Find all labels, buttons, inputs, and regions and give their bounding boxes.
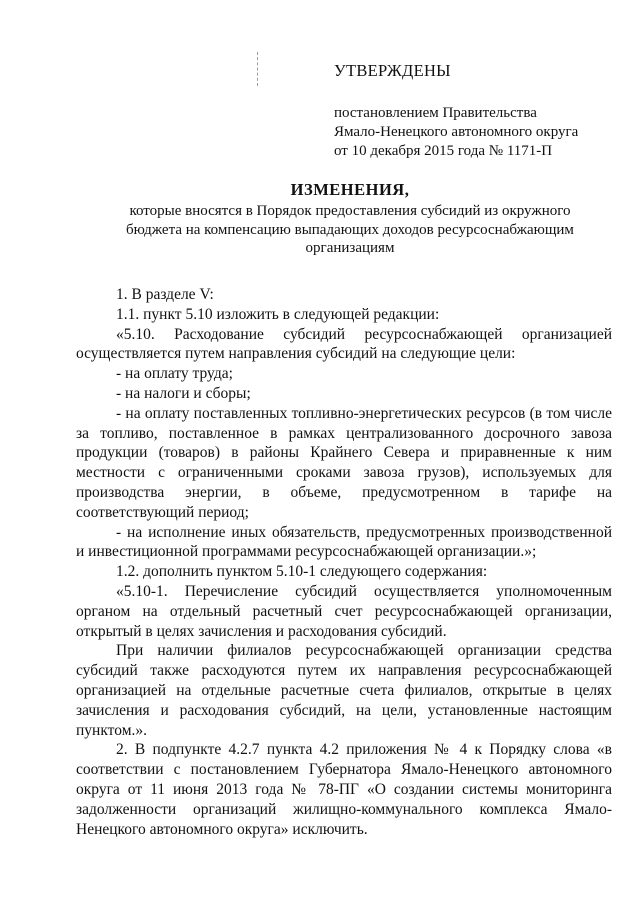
paragraph: - на налоги и сборы; (116, 384, 251, 402)
paragraph: - на оплату труда; (116, 365, 233, 383)
paragraph: - на исполнение иных обязательств, предусмотренных производственной и инвестиционной программами ресурсоснабжающей организации.»; (76, 523, 612, 561)
heading-subtitle-line: которые вносятся в Порядок предоставления субсидий из окружного (129, 203, 571, 219)
approval-block (334, 60, 578, 161)
paragraph: При наличии филиалов ресурсоснабжающей организации средства субсидий также расходуются путем их направления ресурсоснабжающей организацией на отдельные расчетные счета филиалов, открытые в целях зачисления и расходования субсидий, на цели, установленные настоящим пунктом.». (76, 642, 612, 739)
document-body (76, 285, 612, 839)
approval-title: УТВЕРЖДЕНЫ (334, 61, 451, 80)
paragraph: - на оплату поставленных топливно-энергетических ресурсов (в том числе за топливо, поставленное в рамках централизованного досрочного завоза продукции (товаров) в районы Крайнего Севера и приравненные к ним местности с ограниченными сроками завоза грузов), используемых для производства энергии, в объеме, предусмотренном в тарифе на соответствующий период; (76, 404, 612, 521)
paragraph: 1.2. дополнить пунктом 5.10-1 следующего содержания: (116, 563, 488, 581)
approval-line: постановлением Правительства (334, 105, 537, 121)
paragraph: «5.10-1. Перечисление субсидий осуществляется уполномоченным органом на отдельный расчетный счет ресурсоснабжающей организации, открытый в целях зачисления и расходования субсидий. (76, 582, 612, 640)
paragraph: 1.1. пункт 5.10 изложить в следующей редакции: (116, 305, 440, 323)
approval-line: Ямало-Ненецкого автономного округа (334, 124, 579, 140)
paragraph: 1. В разделе V: (116, 286, 214, 303)
paragraph: «5.10. Расходование субсидий ресурсоснабжающей организацией осуществляется путем направления субсидий на следующие цели: (76, 325, 612, 363)
heading-subtitle (110, 202, 590, 258)
paragraph: 2. В подпункте 4.2.7 пункта 4.2 приложения № 4 к Порядку слова «в соответствии с постановлением Губернатора Ямало-Ненецкого автономного округа от 11 июня 2013 года № 78-ПГ «О создании системы мониторинга задолженности организаций жилищно-коммунального комплекса Ямало-Ненецкого автономного округа» исключить. (76, 741, 612, 838)
heading-subtitle-line: организациям (305, 240, 395, 256)
scan-artifact-mark (257, 52, 259, 86)
approval-line: от 10 декабря 2015 года № 1171-П (334, 143, 553, 159)
document-heading (110, 180, 590, 258)
heading-title: ИЗМЕНЕНИЯ, (290, 180, 410, 199)
heading-subtitle-line: бюджета на компенсацию выпадающих доходов ресурсоснабжающим (126, 221, 574, 238)
